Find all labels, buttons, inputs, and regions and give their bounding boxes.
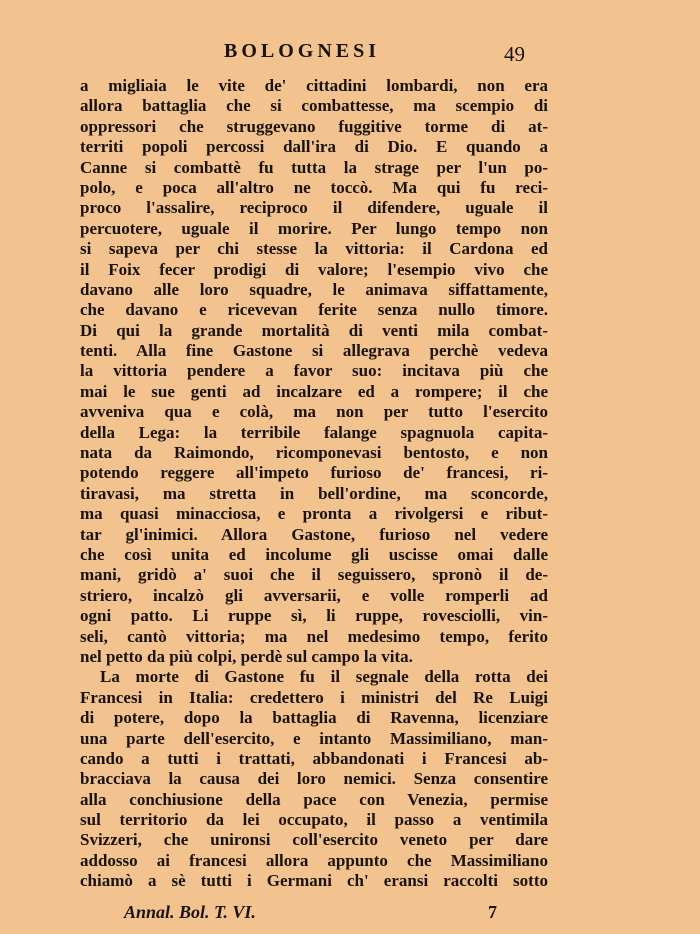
text-line: davano alle loro squadre, le animava siffattamente, [80, 279, 548, 299]
text-line: Canne si combattè fu tutta la strage per l'un po- [80, 157, 548, 177]
text-line: oppressori che struggevano fuggitive torme di at- [80, 116, 548, 136]
text-line: una parte dell'esercito, e intanto Massimiliano, man- [80, 728, 548, 748]
body-text [80, 76, 548, 892]
page-footer [0, 900, 700, 926]
text-line: La morte di Gastone fu il segnale della rotta dei [100, 667, 548, 687]
text-line: potendo reggere all'impeto furioso de' francesi, ri- [80, 463, 548, 483]
text-line: addosso ai francesi allora appunto che Massimiliano [80, 850, 548, 870]
text-line: mai le sue genti ad incalzare ed a rompere; il che [80, 381, 548, 401]
running-title: BOLOGNESI [224, 40, 381, 62]
text-line: seli, cantò vittoria; ma nel medesimo tempo, ferito [80, 626, 548, 646]
text-line: della Lega: la terribile falange spagnuola capita- [80, 422, 548, 442]
text-line: la vittoria pendere a favor suo: incitava più che [80, 361, 548, 381]
text-line: chiamò a sè tutti i Germani ch' eransi raccolti sotto [80, 871, 548, 891]
text-line: allora battaglia che si combattesse, ma scempio di [80, 96, 548, 116]
text-line: Francesi in Italia: credettero i ministri del Re Luigi [80, 687, 548, 707]
text-line: territi popoli percossi dall'ira di Dio. E quando a [80, 137, 548, 157]
text-line: nata da Raimondo, ricomponevasi bentosto, e non [80, 443, 548, 463]
text-line: striero, incalzò gli avversarii, e volle romperli ad [80, 585, 548, 605]
text-line: percuotere, uguale il morire. Per lungo tempo non [80, 218, 548, 238]
text-line: ogni patto. Li ruppe sì, li ruppe, rovesciolli, vin- [80, 606, 548, 626]
text-line: proco l'assalire, reciproco il difendere, uguale il [80, 198, 548, 218]
text-line: nel petto da più colpi, perdè sul campo la vita. [80, 646, 413, 666]
text-line: cando a tutti i trattati, abbandonati i Francesi ab- [80, 748, 548, 768]
text-line: polo, e poca all'altro ne toccò. Ma qui fu reci- [80, 177, 548, 197]
text-line: Di qui la grande mortalità di venti mila combat- [80, 320, 548, 340]
text-line: mani, gridò a' suoi che il seguissero, spronò il de- [80, 565, 548, 585]
text-line: a migliaia le vite de' cittadini lombardi, non era [80, 76, 548, 95]
text-line: bracciava la causa dei loro nemici. Senza consentire [80, 769, 548, 789]
text-line: tiravasi, ma stretta in bell'ordine, ma sconcorde, [80, 483, 548, 503]
text-line: tar gl'inimici. Allora Gastone, furioso nel vedere [80, 524, 548, 544]
text-line: alla conchiusione della pace con Venezia, permise [80, 789, 548, 809]
text-line: ma quasi minacciosa, e pronta a rivolgersi e ribut- [80, 504, 548, 524]
text-line: che così unita ed incolume gli uscisse omai dalle [80, 544, 548, 564]
text-line: avveniva qua e colà, ma non per tutto l'esercito [80, 402, 548, 422]
printer-signature: Annal. Bol. T. VI. [124, 902, 256, 922]
text-line: tenti. Alla fine Gastone si allegrava perchè vedeva [80, 341, 548, 361]
text-line: sul territorio da lei occupato, il passo a ventimila [80, 810, 548, 830]
text-line: che davano e ricevevan ferite senza nullo timore. [80, 300, 548, 320]
text-line: si sapeva per chi stesse la vittoria: il Cardona ed [80, 239, 548, 259]
signature-number: 7 [488, 902, 497, 922]
text-line: Svizzeri, che unironsi coll'esercito veneto per dare [80, 830, 548, 850]
page-number: 49 [504, 42, 525, 66]
page-header [0, 38, 700, 68]
text-line: di potere, dopo la battaglia di Ravenna, licenziare [80, 708, 548, 728]
text-line: il Foix fecer prodigi di valore; l'esempio vivo che [80, 259, 548, 279]
